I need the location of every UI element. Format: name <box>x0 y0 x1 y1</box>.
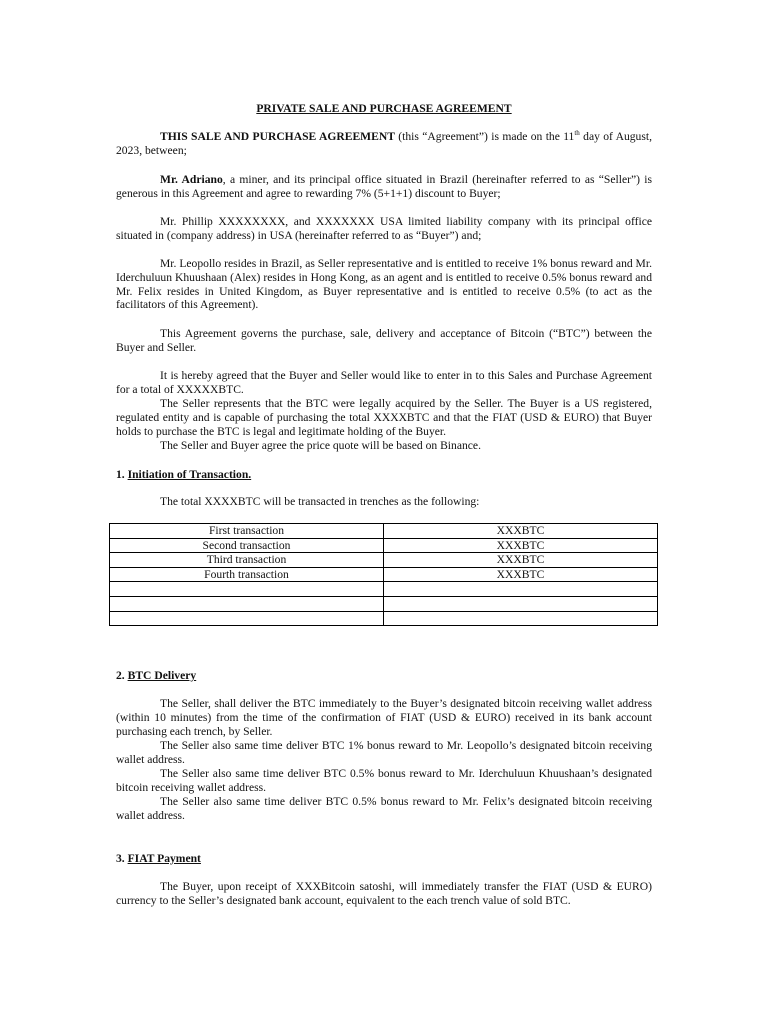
intro-text-1: (this “Agreement”) is made on the 11 <box>394 130 575 143</box>
section-1-heading <box>116 468 251 482</box>
transaction-amount-cell: XXXBTC <box>384 567 658 582</box>
governs-paragraph: This Agreement governs the purchase, sale, delivery and acceptance of Bitcoin (“BTC”) between the Buyer and Seller. <box>116 327 652 354</box>
transaction-amount-cell <box>384 596 658 611</box>
section-3-title: FIAT Payment <box>127 852 201 865</box>
section-1-text: The total XXXXBTC will be transacted in trenches as the following: <box>160 495 480 508</box>
transaction-amount-cell: XXXBTC <box>384 524 658 539</box>
section-2-number: 2. <box>116 669 128 682</box>
section-1-number: 1. <box>116 468 128 481</box>
seller-paragraph <box>116 173 652 201</box>
seller-name: Mr. Adriano <box>160 173 223 186</box>
intro-superscript: th <box>574 129 580 138</box>
seller-text: , a miner, and its principal office situated in Brazil (hereinafter referred to as “Seller”) is generous in this Agreement and agree to rewarding 7% (5+1+1) discount to Buyer; <box>116 173 652 200</box>
table-row <box>110 567 658 582</box>
transaction-name-cell <box>110 611 384 626</box>
transaction-amount-cell <box>384 582 658 597</box>
fiat-paragraph: The Buyer, upon receipt of XXXBitcoin satoshi, will immediately transfer the FIAT (USD & EURO) currency to the Seller’s designated bank account, equivalent to the each trench value of sold BTC. <box>116 880 652 907</box>
intro-bold: THIS SALE AND PURCHASE AGREEMENT <box>160 130 395 143</box>
delivery-paragraph-4: The Seller also same time deliver BTC 0.5% bonus reward to Mr. Felix’s designated bitcoin receiving wallet address. <box>116 795 652 822</box>
delivery-paragraph-2: The Seller also same time deliver BTC 1% bonus reward to Mr. Leopollo’s designated bitcoin receiving wallet address. <box>116 739 652 766</box>
section-1-title: Initiation of Transaction. <box>127 468 252 481</box>
section-2-title: BTC Delivery <box>127 669 197 682</box>
document-title: PRIVATE SALE AND PURCHASE AGREEMENT <box>256 102 512 115</box>
agreed-paragraph: It is hereby agreed that the Buyer and Seller would like to enter in to this Sales and Purchase Agreement for a total of XXXXXBTC. <box>116 369 652 396</box>
section-2-heading <box>116 669 196 683</box>
delivery-paragraph-1: The Seller, shall deliver the BTC immediately to the Buyer’s designated bitcoin receiving wallet address (within 10 minutes) from the time of the confirmation of FIAT (USD & EURO) received in its bank account purchasing each trench, by Seller. <box>116 697 652 738</box>
table-row <box>110 524 658 539</box>
intro-text-2: day of August, 2023, between; <box>116 130 652 157</box>
transaction-amount-cell: XXXBTC <box>384 553 658 568</box>
price-paragraph: The Seller and Buyer agree the price quote will be based on Binance. <box>160 439 481 452</box>
transaction-name-cell <box>110 596 384 611</box>
transaction-amount-cell: XXXBTC <box>384 538 658 553</box>
buyer-paragraph: Mr. Phillip XXXXXXXX, and XXXXXXX USA limited liability company with its principal office situated in (company address) in USA (hereinafter referred to as “Buyer”) and; <box>116 215 652 242</box>
section-3-heading <box>116 852 201 866</box>
represents-paragraph: The Seller represents that the BTC were legally acquired by the Seller. The Buyer is a US registered, regulated entity and is capable of purchasing the total XXXXBTC and that the FIAT (USD & EURO) that Buyer holds to purchase the BTC is legal and legitimate holding of the Buyer. <box>116 397 652 438</box>
table-row <box>110 538 658 553</box>
transaction-name-cell: Fourth transaction <box>110 567 384 582</box>
delivery-paragraph-3: The Seller also same time deliver BTC 0.5% bonus reward to Mr. Iderchuluun Khuushaan’s designated bitcoin receiving wallet address. <box>116 767 652 794</box>
representatives-paragraph: Mr. Leopollo resides in Brazil, as Seller representative and is entitled to receive 1% bonus reward and Mr. Iderchuluun Khuushaan (Alex) resides in Hong Kong, as an agent and is entitled to receive 0.5% bonus reward and Mr. Felix resides in United Kingdom, as Buyer representative and is entitled to receive 0.5% (to act as the facilitators of this Agreement). <box>116 257 652 312</box>
transaction-name-cell: Third transaction <box>110 553 384 568</box>
transaction-name-cell <box>110 582 384 597</box>
transaction-table <box>109 523 658 626</box>
transaction-name-cell: Second transaction <box>110 538 384 553</box>
table-row <box>110 553 658 568</box>
transaction-name-cell: First transaction <box>110 524 384 539</box>
table-row <box>110 611 658 626</box>
section-3-number: 3. <box>116 852 128 865</box>
table-row <box>110 596 658 611</box>
table-row <box>110 582 658 597</box>
intro-paragraph <box>116 130 652 158</box>
transaction-amount-cell <box>384 611 658 626</box>
